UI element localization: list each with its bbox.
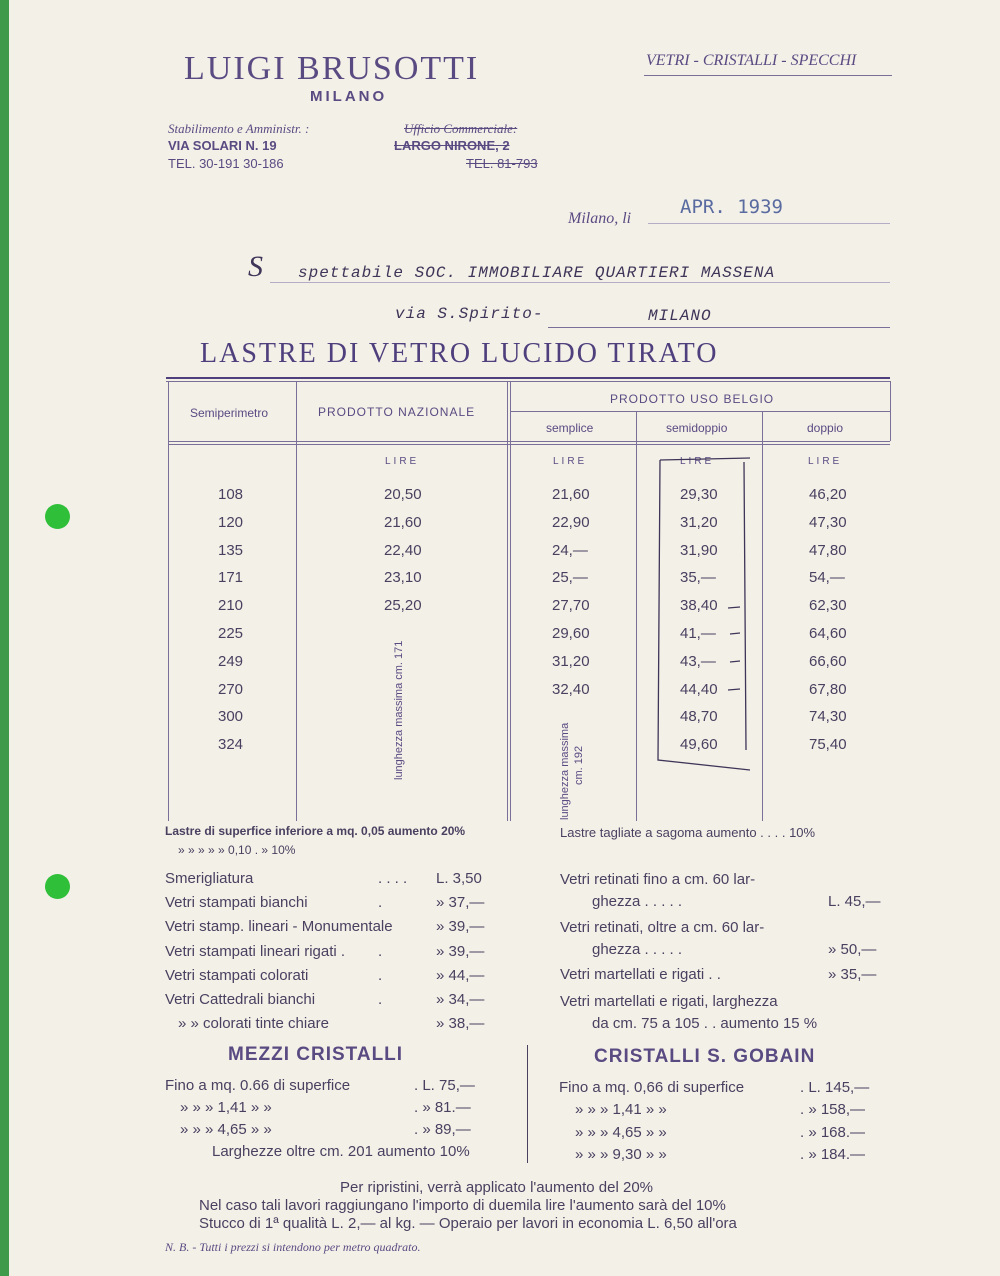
mezzi-row-label: Fino a mq. 0.66 di superfice [165,1077,351,1094]
company-name: LUIGI BRUSOTTI [184,50,480,87]
gobain-row-value: . » 158,— [800,1101,866,1119]
mezzi-note: Larghezze oltre cm. 201 aumento 10% [212,1143,470,1160]
cell-semid: 31,90 [680,541,718,559]
gobain-title: CRISTALLI S. GOBAIN [594,1046,816,1067]
cell-semid: 41,— [680,625,716,642]
mezzi-row-value: . » 81.— [414,1099,471,1116]
cell-semi: 171 [218,569,244,587]
title-rule-thin [166,381,890,382]
footer-line-3: Stucco di 1ª qualità L. 2,— al kg. — Operaio per lavori in economia L. 6,50 all'ora [199,1215,737,1232]
punch-hole [45,874,70,899]
right-address-street: LARGO NIRONE, 2 [394,138,510,153]
sub-header-semplice: semplice [546,421,594,435]
left-item-value: » 44,— [436,966,485,984]
cell-doppio: 62,30 [809,597,847,615]
cell-semi: 135 [218,541,244,559]
col-header-belgio: PRODOTTO USO BELGIO [610,392,775,406]
left-item-dots: . [378,894,383,912]
recipient-city: MILANO [648,307,712,325]
cell-sempl: 27,70 [552,597,590,615]
cell-doppio: 47,80 [809,541,847,559]
date-prefix: Milano, li [568,210,632,227]
salutation: S [248,250,264,283]
cell-sempl: 29,60 [552,625,590,642]
currency-label: LIRE [553,456,588,467]
cell-semi: 249 [218,652,244,670]
note-sagoma: Lastre tagliate a sagoma aumento . . . . 10% [560,825,816,840]
cell-sempl: 22,90 [552,513,590,531]
cell-semi: 120 [218,513,244,531]
left-item-dots: . [378,942,383,960]
company-city: MILANO [310,88,388,105]
gobain-row-value: . » 184.— [800,1145,866,1163]
handwritten-bracket [640,450,770,790]
left-item-value: L. 3,50 [436,870,482,887]
cell-semi: 300 [218,708,244,726]
punch-hole [45,504,70,529]
cell-doppio: 75,40 [809,736,847,754]
section-divider [527,1045,528,1163]
cell-semid: 31,20 [680,513,718,531]
left-item-value: » 39,— [436,942,485,960]
cell-naz: 23,10 [384,569,422,587]
date-stamp: APR. 1939 [680,196,783,218]
sub-header-doppio: doppio [807,421,844,435]
right-address-label: Ufficio Commerciale: [404,121,518,136]
gobain-row-label: » » » 4,65 » » [575,1123,667,1141]
note-superfice-2: » » » » » 0,10 . » 10% [178,843,296,857]
left-item-dots: . [378,991,383,1008]
cell-doppio: 47,30 [809,513,847,531]
left-item-value: » 39,— [436,918,485,936]
mezzi-row-value: . L. 75,— [414,1077,475,1094]
left-item-label: Vetri stampati lineari rigati . [165,942,346,960]
right-address-phone: TEL. 81-793 [466,156,538,171]
title-rule [166,377,890,379]
note-superfice: Lastre di superfice inferiore a mq. 0,05 aumento 20% [165,824,466,838]
cell-semi: 108 [218,486,244,503]
vertical-note-belgio: lunghezza massima [559,722,571,820]
cell-semi: 210 [218,597,244,615]
cell-semid: 48,70 [680,708,718,726]
right-item-label: Vetri martellati e rigati . . [560,966,721,983]
recipient-rule [270,282,890,283]
left-item-value: » 37,— [436,894,485,912]
tagline-rule [644,75,892,76]
left-item-label: Vetri stamp. lineari - Monumentale [165,918,393,936]
recipient-name: spettabile SOC. IMMOBILIARE QUARTIERI MASSENA [298,264,776,282]
right-item-label: Vetri retinati fino a cm. 60 lar- [560,871,756,888]
right-item-label-cont: ghezza . . . . . [592,893,683,910]
green-edge [0,0,9,1276]
tagline: VETRI - CRISTALLI - SPECCHI [646,52,857,69]
currency-label: LIRE [385,456,420,467]
right-item-value: » 35,— [828,966,877,983]
cell-sempl: 25,— [552,569,588,587]
right-item-value: » 50,— [828,941,877,958]
date-rule [648,223,890,224]
mezzi-row-label: » » » 4,65 » » [180,1121,272,1138]
cell-semid: 43,— [680,652,716,670]
mezzi-row-label: » » » 1,41 » » [180,1099,272,1116]
left-item-dots: . . . . [378,870,408,887]
col-header-nazionale: PRODOTTO NAZIONALE [318,405,476,419]
cell-semid: 49,60 [680,736,718,754]
cell-semid: 35,— [680,569,716,587]
right-item-label-cont: da cm. 75 a 105 . . aumento 15 % [592,1015,818,1032]
cell-sempl: 24,— [552,541,588,559]
left-item-dots: . [378,966,383,984]
gobain-row-label: » » » 1,41 » » [575,1101,667,1119]
footer-line-2: Nel caso tali lavori raggiungano l'importo di duemila lire l'aumento sarà del 10% [199,1197,726,1214]
left-address-label: Stabilimento e Amministr. : [168,121,310,136]
mezzi-title: MEZZI CRISTALLI [228,1044,404,1065]
cell-semi: 270 [218,680,244,698]
cell-doppio: 64,60 [809,625,847,642]
gobain-row-value: . L. 145,— [800,1079,870,1096]
cell-sempl: 32,40 [552,680,590,698]
cell-semi: 324 [218,736,244,754]
cell-naz: 20,50 [384,486,422,503]
right-item-label: Vetri retinati, oltre a cm. 60 lar- [560,919,765,936]
recipient-street: via S.Spirito- [395,305,544,323]
left-item-label: Vetri stampati colorati [165,966,309,984]
col-header-semiperimetro: Semiperimetro [190,406,269,420]
left-address-street: VIA SOLARI N. 19 [168,138,277,153]
page-title: LASTRE DI VETRO LUCIDO TIRATO [200,338,719,369]
cell-naz: 22,40 [384,541,422,559]
left-address-phone: TEL. 30-191 30-186 [168,156,284,171]
cell-naz: 21,60 [384,513,422,531]
right-item-label-cont: ghezza . . . . . [592,941,683,958]
mezzi-row-value: . » 89,— [414,1121,471,1138]
cell-doppio: 67,80 [809,680,847,698]
cell-sempl: 31,20 [552,652,590,670]
cell-sempl: 21,60 [552,486,590,503]
left-item-label: Vetri Cattedrali bianchi [165,991,316,1008]
city-rule [548,327,890,328]
cell-semid: 44,40 [680,680,718,698]
currency-label: LIRE [808,456,843,467]
left-item-label: » » colorati tinte chiare [178,1015,329,1033]
cell-semid: 38,40 [680,597,718,615]
cell-doppio: 46,20 [809,486,847,503]
vertical-note-belgio-cm: cm. 192 [573,745,585,785]
left-item-value: » 38,— [436,1015,485,1033]
left-item-value: » 34,— [436,991,485,1008]
sub-header-semidoppio: semidoppio [666,421,728,435]
vertical-note-nazionale: lunghezza massima cm. 171 [393,640,405,780]
cell-doppio: 66,60 [809,652,847,670]
gobain-row-value: . » 168.— [800,1123,866,1141]
cell-naz: 25,20 [384,597,422,615]
cell-doppio: 74,30 [809,708,847,726]
currency-label: LIRE [680,456,715,467]
gobain-row-label: » » » 9,30 » » [575,1145,667,1163]
right-item-value: L. 45,— [828,893,881,910]
cell-semid: 29,30 [680,486,718,503]
gobain-row-label: Fino a mq. 0,66 di superfice [559,1079,745,1096]
cell-semi: 225 [218,625,244,642]
left-item-label: Vetri stampati bianchi [165,894,308,912]
cell-doppio: 54,— [809,569,845,587]
right-item-label: Vetri martellati e rigati, larghezza [560,993,778,1010]
footer-nb: N. B. - Tutti i prezzi si intendono per metro quadrato. [165,1240,421,1254]
left-item-label: Smerigliatura [165,870,254,887]
footer-line-1: Per ripristini, verrà applicato l'aumento del 20% [340,1179,654,1196]
